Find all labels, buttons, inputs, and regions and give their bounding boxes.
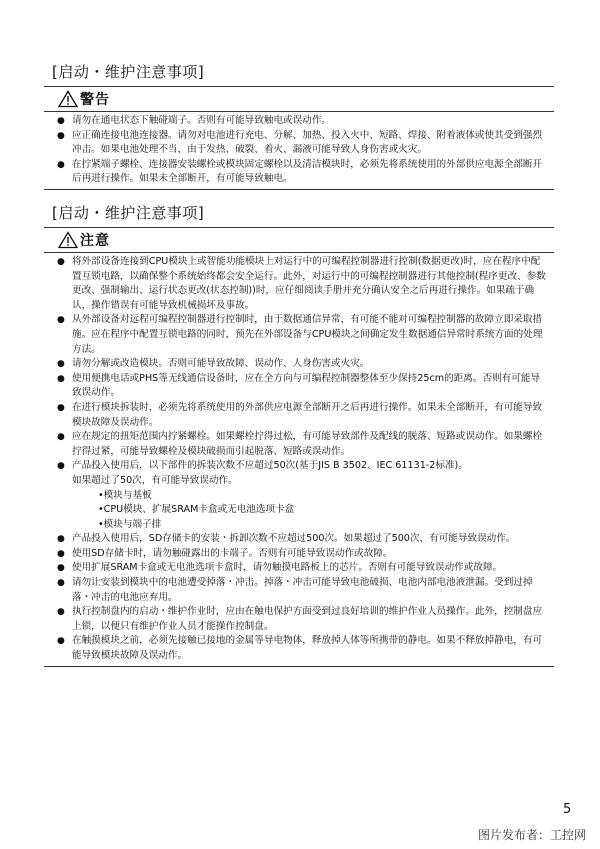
caution-list bbox=[44, 253, 554, 666]
warning-heading: 警告 bbox=[80, 92, 110, 108]
list-item-install-count bbox=[44, 459, 554, 532]
item-text-continued: 如果超过了50次，有可能导致误动作。 bbox=[72, 474, 238, 486]
item-text: 将外部设备连接到CPU模块上或智能功能模块上对运行中的可编程控制器进行控制(数据更改)时，应在程序中配置互锁电路，以确保整个系统始终都会安全运行。此外，对运行中的可编程控制器进行其他控制(程序更改、参数更改、强制输出、运行状态更改(状态控制))时，应仔细阅读手册并充分确认安全之后再进行操作。如果疏于确认，操作错误有可能导致机械损坏及事故。 bbox=[72, 256, 546, 311]
list-item bbox=[44, 561, 554, 576]
item-text: 请勿让安装到模块中的电池遭受掉落・冲击。掉落・冲击可能导致电池破损、电池内部电池液泄漏。受到过掉落・冲击的电池应弃用。 bbox=[72, 577, 533, 603]
list-item bbox=[44, 357, 554, 372]
list-item bbox=[44, 634, 554, 663]
sub-list bbox=[72, 489, 548, 533]
bullet: ● bbox=[57, 607, 65, 618]
item-text: 应正确连接电池连接器。请勿对电池进行充电、分解、加热、投入火中、短路、焊接、附着液体或使其受到强烈冲击。如果电池处理不当，由于发热、破裂、着火、漏液可能导致人身伤害或火灾。 bbox=[72, 129, 543, 156]
sub-list-item: •模块与基板 bbox=[98, 489, 152, 501]
warning-box bbox=[44, 86, 554, 190]
list-item bbox=[44, 605, 554, 634]
bullet: ● bbox=[57, 432, 65, 443]
item-text: 执行控制盘内的启动・维护作业时，应由在触电保护方面受到过良好培训的维护作业人员操作。此外，控制盘应上锁，以便只有维护作业人员才能操作控制盘。 bbox=[72, 606, 543, 632]
item-text: 使用SD存储卡时，请勿触碰露出的卡端子。否则有可能导致误动作或故障。 bbox=[72, 547, 393, 559]
bullet: ● bbox=[57, 548, 65, 559]
item-text: 使用便携电话或PHS等无线通信设备时，应在全方向与可编程控制器整体至少保持25cm的距离。否则有可能导致误动作。 bbox=[72, 372, 541, 399]
item-text: 应在规定的扭矩范围内拧紧螺栓。如果螺栓拧得过松，有可能导致部件及配线的脱落、短路或误动作。如果螺栓拧得过紧，可能导致螺栓及模块破损而引起脱落、短路或误动作。 bbox=[72, 431, 543, 457]
list-item bbox=[44, 158, 554, 187]
warning-triangle-icon bbox=[58, 90, 78, 108]
list-item bbox=[44, 129, 554, 158]
bullet: ● bbox=[57, 636, 65, 647]
list-item bbox=[44, 401, 554, 430]
item-text: 请勿分解或改造模块。否则可能导致故障、误动作、人身伤害或火灾。 bbox=[72, 358, 370, 370]
bullet: ● bbox=[57, 116, 65, 126]
bullet: ● bbox=[57, 578, 65, 589]
list-item bbox=[44, 255, 554, 313]
item-text: 使用扩展SRAM卡盒或无电池选项卡盒时，请勿触摸电路板上的芯片。否则有可能导致误动作或故障。 bbox=[72, 562, 503, 574]
item-text: 在触摸模块之前，必须先接触已接地的金属等导电物体，释放掉人体等所携带的静电。如果不释放掉静电，有可能导致模块故障及误动作。 bbox=[72, 635, 543, 662]
bullet: ● bbox=[57, 257, 65, 267]
list-item bbox=[44, 430, 554, 459]
bullet: ● bbox=[57, 130, 65, 141]
image-credit: 图片发布者：工控网 bbox=[477, 828, 586, 842]
bullet: ● bbox=[57, 159, 65, 170]
item-text: 产品投入使用后，SD存储卡的安装・拆卸次数不应超过500次。如果超过了500次，有可能导致误动作。 bbox=[72, 533, 516, 545]
sub-list-item: •CPU模块、扩展SRAM卡盒或无电池选项卡盒 bbox=[98, 504, 295, 516]
list-item bbox=[44, 532, 554, 547]
list-item bbox=[44, 547, 554, 562]
sub-list-item: •模块与端子排 bbox=[98, 518, 162, 530]
caution-header bbox=[44, 228, 554, 253]
caution-triangle-icon bbox=[58, 231, 78, 249]
item-text: 在进行模块拆装时，必须先将系统使用的外部供应电源全部断开之后再进行操作。如果未全部断开，有可能导致模块故障及误动作。 bbox=[72, 401, 543, 428]
list-item bbox=[44, 576, 554, 605]
caution-heading: 注意 bbox=[80, 233, 110, 249]
warning-header bbox=[44, 87, 554, 112]
page-number: 5 bbox=[563, 802, 572, 817]
bullet: ● bbox=[57, 359, 65, 370]
caution-box bbox=[44, 227, 554, 667]
item-text: 产品投入使用后，以下部件的拆装次数不应超过50次(基于JIS B 3502、IEC 61131-2标准)。 bbox=[72, 460, 468, 472]
bullet: ● bbox=[57, 315, 65, 326]
section-title-caution: [启动・维护注意事项] bbox=[52, 204, 205, 222]
bullet: ● bbox=[57, 461, 65, 472]
item-text: 从外部设备对远程可编程控制器进行控制时，由于数据通信异常，有可能不能对可编程控制器的故障立即采取措施。应在程序中配置互锁电路的同时，预先在外部设备与CPU模块之间确定发生数据通信异常时系统方面的处理方法。 bbox=[72, 314, 543, 355]
bullet: ● bbox=[57, 534, 65, 545]
bullet: ● bbox=[57, 563, 65, 574]
section-title-warning: [启动・维护注意事项] bbox=[52, 63, 205, 81]
list-item bbox=[44, 372, 554, 401]
list-item bbox=[44, 313, 554, 357]
bullet: ● bbox=[57, 373, 65, 384]
list-item bbox=[44, 114, 554, 129]
item-text: 请勿在通电状态下触碰端子。否则有可能导致触电或误动作。 bbox=[72, 115, 332, 126]
bullet: ● bbox=[57, 402, 65, 413]
item-text: 在拧紧端子螺栓、连接器安装螺栓或模块固定螺栓以及清洁模块时，必须先将系统使用的外部供应电源全部断开后再进行操作。如果未全部断开，有可能导致触电。 bbox=[72, 158, 543, 185]
warning-list bbox=[44, 112, 554, 189]
